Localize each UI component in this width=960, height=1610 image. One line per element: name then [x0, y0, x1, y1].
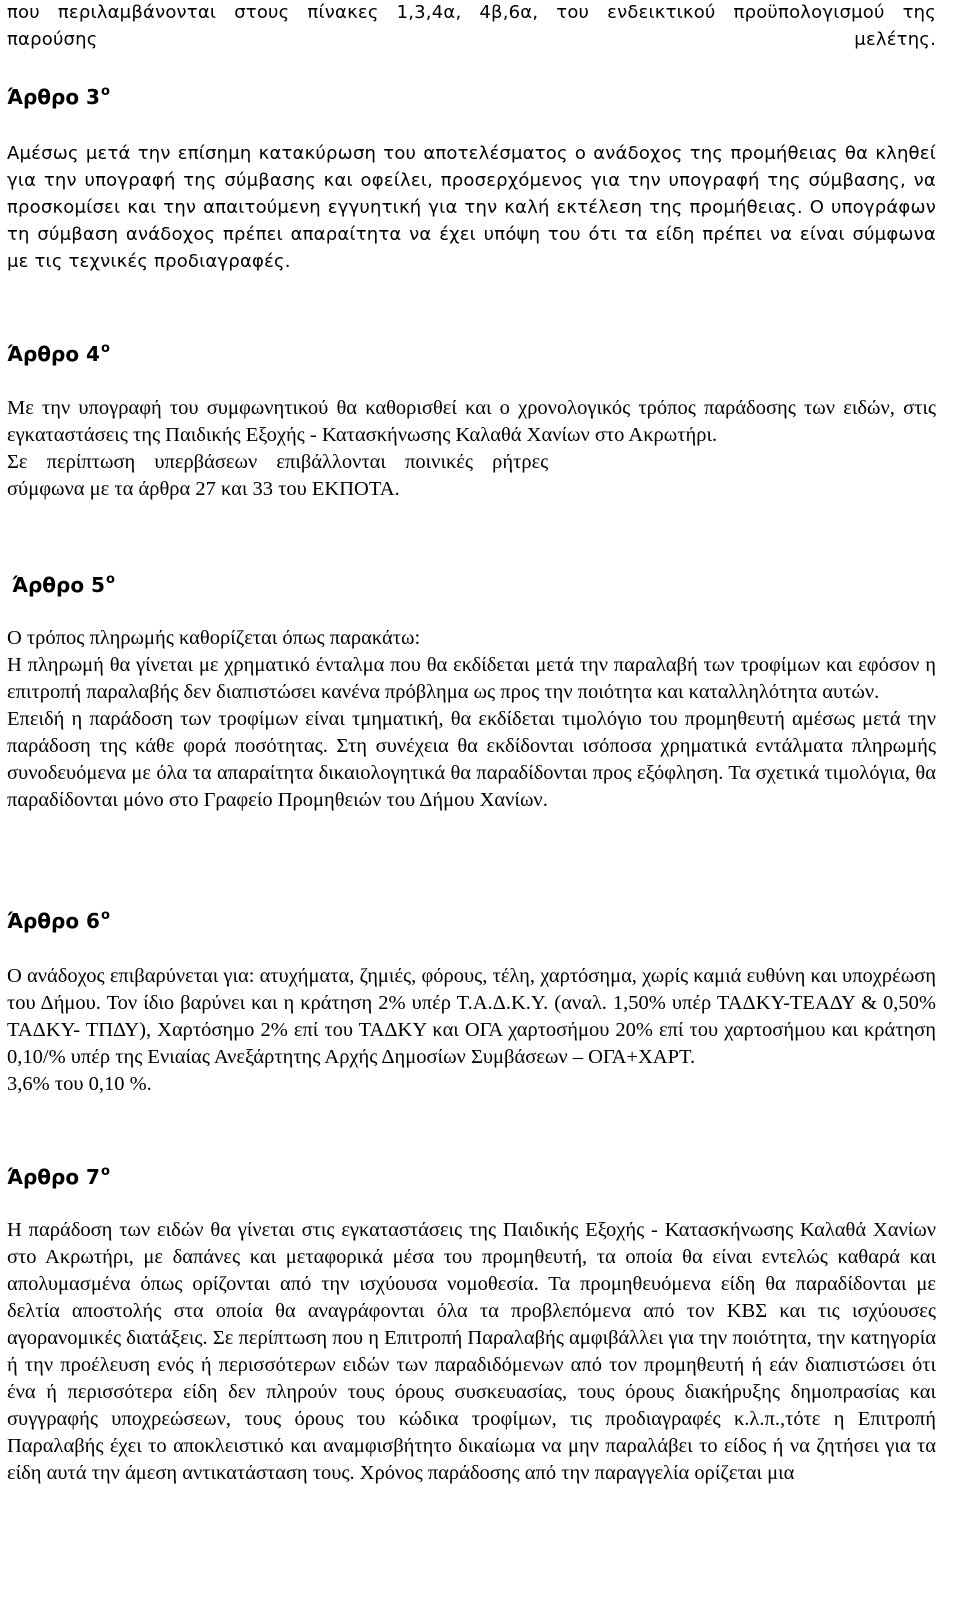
- article-7-title: Άρθρο 7: [7, 1165, 100, 1189]
- continuation-paragraph: [7, 0, 936, 53]
- article-3-title: Άρθρο 3: [7, 85, 100, 109]
- article-7-ordinal: ο: [100, 1164, 110, 1179]
- article-5-heading: [12, 566, 115, 599]
- article-3-ordinal: ο: [100, 84, 110, 99]
- article-4-title: Άρθρο 4: [7, 342, 100, 366]
- article-4-ordinal: ο: [100, 341, 110, 356]
- paragraph-text-line1: [7, 0, 936, 53]
- article-6-title: Άρθρο 6: [7, 909, 100, 933]
- article-3-body: [7, 140, 936, 275]
- article-3-paragraph-1: Αμέσως μετά την επίσημη κατακύρωση του αποτελέσματος ο ανάδοχος της προμήθειας θα κληθεί για την υπογραφή της σύμβασης και οφείλει, προσερχόμενος για την υπογραφή της σύμβασης, να προσκομίσει και την απαιτούμενη εγγυητική για την καλή εκτέλεση της προμήθειας. Ο υπογράφων τη σύμβαση ανάδοχος πρέπει απαραίτητα να έχει υπόψη του ότι τα είδη πρέπει να είναι σύμφωνα με τις τεχνικές προδιαγραφές.: [7, 143, 936, 272]
- article-3-heading: [7, 78, 110, 111]
- article-5-body: [7, 625, 936, 814]
- article-6-paragraph-2: 3,6% του 0,10 %.: [7, 1073, 152, 1095]
- article-5-ordinal: ο: [105, 572, 115, 587]
- article-7-heading: [7, 1158, 110, 1191]
- article-5-paragraph-3: Επειδή η παράδοση των τροφίμων είναι τμηματική, θα εκδίδεται τιμολόγιο του προμηθευτή αμέσως μετά την παράδοση της κάθε φορά ποσότητας. Στη συνέχεια θα εκδίδονται ισόποσα χρηματικά εντάλματα πληρωμής συνοδευόμενα με όλα τα απαραίτητα δικαιολογητικά θα παραδίδονται προς εξόφληση. Τα σχετικά τιμολόγια, θα παραδίδονται μόνο στο Γραφείο Προμηθειών του Δήμου Χανίων.: [7, 708, 936, 811]
- article-4-body: [7, 395, 936, 503]
- article-4-paragraph-3: σύμφωνα με τα άρθρα 27 και 33 του ΕΚΠΟΤΑ.: [7, 478, 400, 500]
- article-6-body: [7, 963, 936, 1098]
- article-4-heading: [7, 335, 110, 368]
- article-5-title: Άρθρο 5: [12, 573, 105, 597]
- article-7-body: [7, 1217, 936, 1487]
- top-paragraph-text: που περιλαμβάνονται στους πίνακες 1,3,4α, 4β,6α, του ενδεικτικού προϋπολογισμού της παρούσης μελέτης.: [7, 2, 936, 50]
- article-4-paragraph-2: Σε περίπτωση υπερβάσεων επιβάλλονται ποινικές ρήτρες: [7, 451, 549, 473]
- article-7-paragraph-1: Η παράδοση των ειδών θα γίνεται στις εγκαταστάσεις της Παιδικής Εξοχής - Κατασκήνωσης Καλαθά Χανίων στο Ακρωτήρι, με δαπάνες και μεταφορικά μέσα του προμηθευτή, τα οποία θα είναι εντελώς καθαρά και απολυμασμένα όπως ορίζονται από την ισχύουσα νομοθεσία. Τα προμηθευόμενα είδη θα παραδίδονται με δελτία αποστολής στα οποία θα αναγράφονται όλα τα προβλεπόμενα από τον ΚΒΣ και τις ισχύουσες αγορανομικές διατάξεις. Σε περίπτωση που η Επιτροπή Παραλαβής αμφιβάλλει για την ποιότητα, την κατηγορία ή την προέλευση ενός ή περισσότερων ειδών των παραδιδόμενων από τον προμηθευτή ή εάν διαπιστώσει ότι ένα ή περισσότερα είδη δεν πληρούν τους όρους συσκευασίας, τους όρους διακήρυξης δημοπρασίας και συγγραφής υποχρεώσεων, τους όρους του κώδικα τροφίμων, τις προδιαγραφές κ.λ.π.,τότε η Επιτροπή Παραλαβής έχει το αποκλειστικό και αναμφισβήτητο δικαίωμα να μην παραλάβει το είδος ή να ζητήσει για τα είδη αυτά την άμεση αντικατάσταση τους. Χρόνος παράδοσης από την παραγγελία ορίζεται μια: [7, 1219, 936, 1484]
- article-5-paragraph-1: Ο τρόπος πληρωμής καθορίζεται όπως παρακάτω:: [7, 627, 421, 649]
- article-4-paragraph-1: Με την υπογραφή του συμφωνητικού θα καθορισθεί και ο χρονολογικός τρόπος παράδοσης των ειδών, στις εγκαταστάσεις της Παιδικής Εξοχής - Κατασκήνωσης Καλαθά Χανίων στο Ακρωτήρι.: [7, 397, 936, 446]
- article-6-heading: [7, 902, 110, 935]
- article-5-paragraph-2: Η πληρωμή θα γίνεται με χρηματικό ένταλμα που θα εκδίδεται μετά την παραλαβή των τροφίμων και εφόσον η επιτροπή παραλαβής δεν διαπιστώσει κανένα πρόβλημα ως προς την ποιότητα και καταλληλότητα αυτών.: [7, 654, 936, 703]
- article-6-paragraph-1: Ο ανάδοχος επιβαρύνεται για: ατυχήματα, ζημιές, φόρους, τέλη, χαρτόσημα, χωρίς καμιά ευθύνη και υποχρέωση του Δήμου. Τον ίδιο βαρύνει και η κράτηση 2% υπέρ Τ.Α.Δ.Κ.Υ. (αναλ. 1,50% υπέρ ΤΑΔΚΥ-ΤΕΑΔΥ & 0,50% ΤΑΔΚΥ- ΤΠΔΥ), Χαρτόσημο 2% επί του ΤΑΔΚΥ και ΟΓΑ χαρτοσήμου 20% επί του χαρτοσήμου και κράτηση 0,10/% υπέρ της Ενιαίας Ανεξάρτητης Αρχής Δημοσίων Συμβάσεων – ΟΓΑ+ΧΑΡΤ.: [7, 965, 936, 1068]
- article-6-ordinal: ο: [100, 908, 110, 923]
